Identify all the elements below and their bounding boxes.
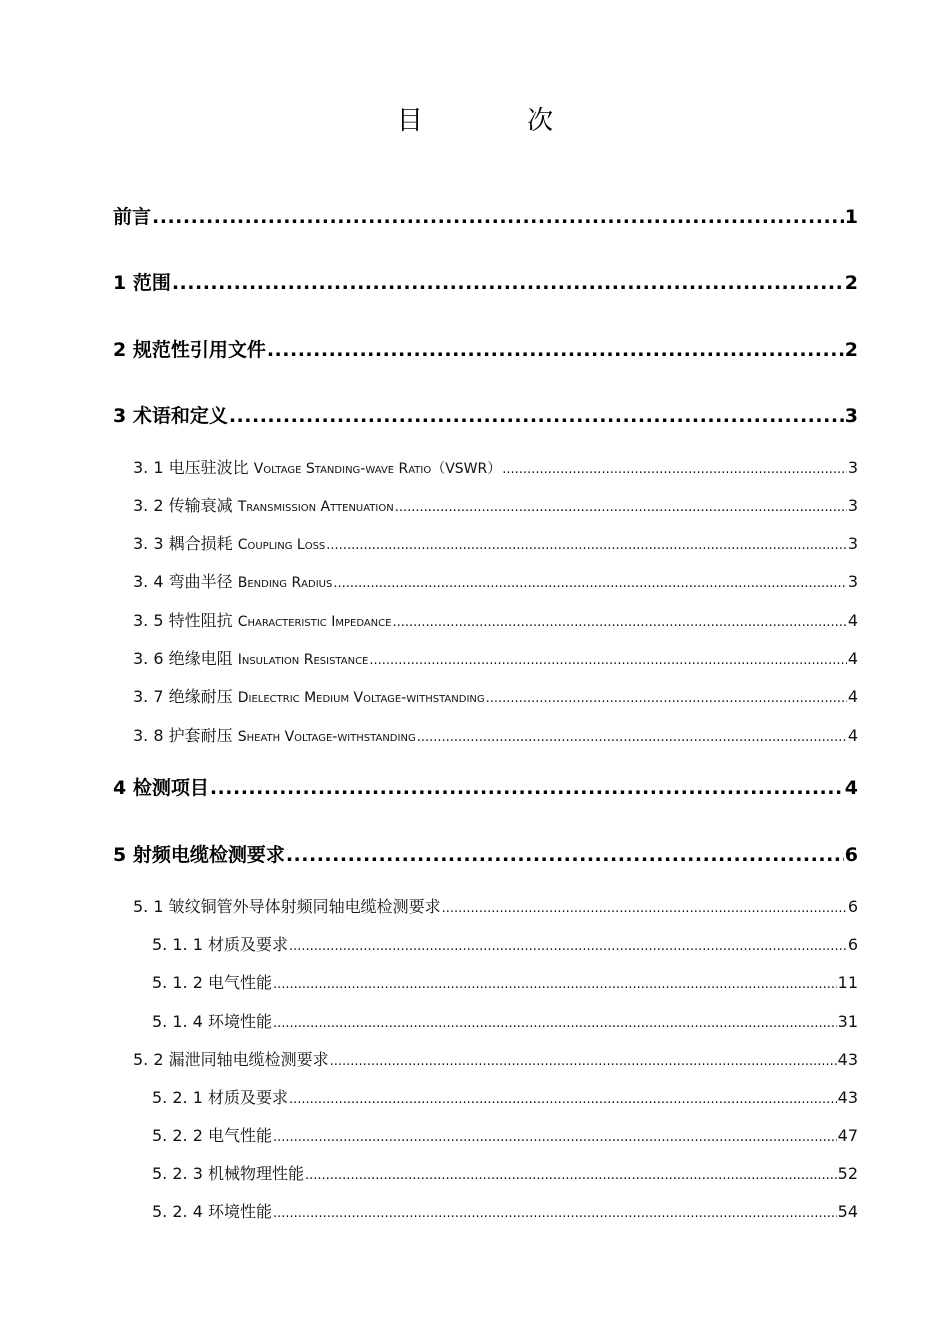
dot-leader [395,500,847,515]
toc-entry-page: 3 [847,572,858,591]
toc-entry-label: 4 检测项目 [113,777,209,799]
toc-entry-page: 3 [847,458,858,477]
toc-entry-label: 3. 3 耦合损耗 Coupling Loss [133,534,326,553]
toc-entry[interactable] [152,932,858,955]
dot-leader [273,1206,837,1221]
toc-entry[interactable] [152,1123,858,1146]
dot-leader [229,405,844,427]
dot-leader [330,1054,837,1069]
toc-entry-label: 5. 2. 4 环境性能 [152,1202,272,1221]
toc-entry-label: 5. 2. 1 材质及要求 [152,1088,288,1107]
toc-entry[interactable] [113,401,858,428]
toc-entry-page: 11 [837,973,858,992]
toc-entry-label: 3. 2 传输衰减 Transmission Attenuation [133,496,394,515]
toc-entry-page: 6 [847,935,858,954]
toc-entry[interactable] [113,202,858,229]
toc-entry-page: 2 [844,339,858,361]
toc-entry[interactable] [133,455,858,478]
toc-entry-page: 6 [844,844,858,866]
toc-entry[interactable] [133,569,858,592]
toc-entry[interactable] [113,335,858,362]
toc-entry-page: 4 [847,687,858,706]
toc-entry-label: 5. 2. 3 机械物理性能 [152,1164,304,1183]
toc-entry-label: 3. 5 特性阻抗 Characteristic Impedance [133,611,392,630]
dot-leader [273,1130,837,1145]
toc-entry[interactable] [133,531,858,554]
dot-leader [333,576,846,591]
dot-leader [326,538,847,553]
toc-entry-page: 1 [844,206,858,228]
toc-entry-label: 1 范围 [113,272,171,294]
toc-entry[interactable] [133,723,858,746]
dot-leader [286,844,844,866]
toc-entry-page: 43 [837,1088,858,1107]
toc-entry[interactable] [152,1161,858,1184]
toc-entry-page: 47 [837,1126,858,1145]
dot-leader [172,272,844,294]
toc-entry-label: 5. 2. 2 电气性能 [152,1126,272,1145]
toc-entry[interactable] [113,840,858,867]
toc-entry[interactable] [152,1009,858,1032]
toc-entry[interactable] [113,773,858,800]
page-title: 目 次 [396,106,602,136]
dot-leader [210,777,844,799]
toc-entry-label: 3 术语和定义 [113,405,228,427]
toc-entry-page: 52 [837,1164,858,1183]
toc-entry-page: 3 [847,496,858,515]
toc-entry-label: 5. 1. 1 材质及要求 [152,935,288,954]
toc-entry-label: 5. 1. 4 环境性能 [152,1012,272,1031]
toc-entry[interactable] [152,1085,858,1108]
dot-leader [289,1092,837,1107]
toc-entry-page: 3 [847,534,858,553]
toc-entry-page: 54 [837,1202,858,1221]
toc-entry-label: 3. 7 绝缘耐压 Dielectric Medium Voltage-withstanding [133,687,485,706]
toc-entry-page: 6 [847,897,858,916]
toc-entry-label: 2 规范性引用文件 [113,339,266,361]
toc-entry-page: 4 [847,726,858,745]
dot-leader [502,462,847,477]
toc-entry-page: 4 [844,777,858,799]
toc-entry[interactable] [113,268,858,295]
dot-leader [442,901,847,916]
toc-entry[interactable] [133,1047,858,1070]
toc-entry-page: 31 [837,1012,858,1031]
dot-leader [392,615,846,630]
toc-entry-label: 5 射频电缆检测要求 [113,844,285,866]
toc-entry-label: 3. 8 护套耐压 Sheath Voltage-withstanding [133,726,416,745]
toc-entry-label: 5. 2 漏泄同轴电缆检测要求 [133,1050,329,1069]
dot-leader [369,653,846,668]
toc-entry-page: 4 [847,611,858,630]
toc-entry[interactable] [133,493,858,516]
toc-entry-label: 3. 1 电压驻波比 Voltage Standing-wave Ratio（VSWR） [133,458,502,477]
toc-entry[interactable] [152,1199,858,1222]
toc-entry[interactable] [133,894,858,917]
toc-entry-page: 3 [844,405,858,427]
toc-entry[interactable] [133,608,858,631]
dot-leader [305,1168,837,1183]
toc-entry-label: 3. 4 弯曲半径 Bending Radius [133,572,333,591]
toc-entry-page: 2 [844,272,858,294]
dot-leader [486,691,847,706]
dot-leader [267,339,844,361]
toc-entry-label: 3. 6 绝缘电阻 Insulation Resistance [133,649,369,668]
toc-entry-page: 43 [837,1050,858,1069]
toc-entry[interactable] [152,970,858,993]
dot-leader [417,730,847,745]
toc-entry-label: 前言 [113,206,152,228]
dot-leader [152,206,844,228]
toc-entry-label: 5. 1 皱纹铜管外导体射频同轴电缆检测要求 [133,897,441,916]
dot-leader [289,939,847,954]
toc-entry-label: 5. 1. 2 电气性能 [152,973,272,992]
toc-entry[interactable] [133,646,858,669]
dot-leader [273,1016,837,1031]
toc-entry-page: 4 [847,649,858,668]
dot-leader [273,977,837,992]
toc-entry[interactable] [133,684,858,707]
